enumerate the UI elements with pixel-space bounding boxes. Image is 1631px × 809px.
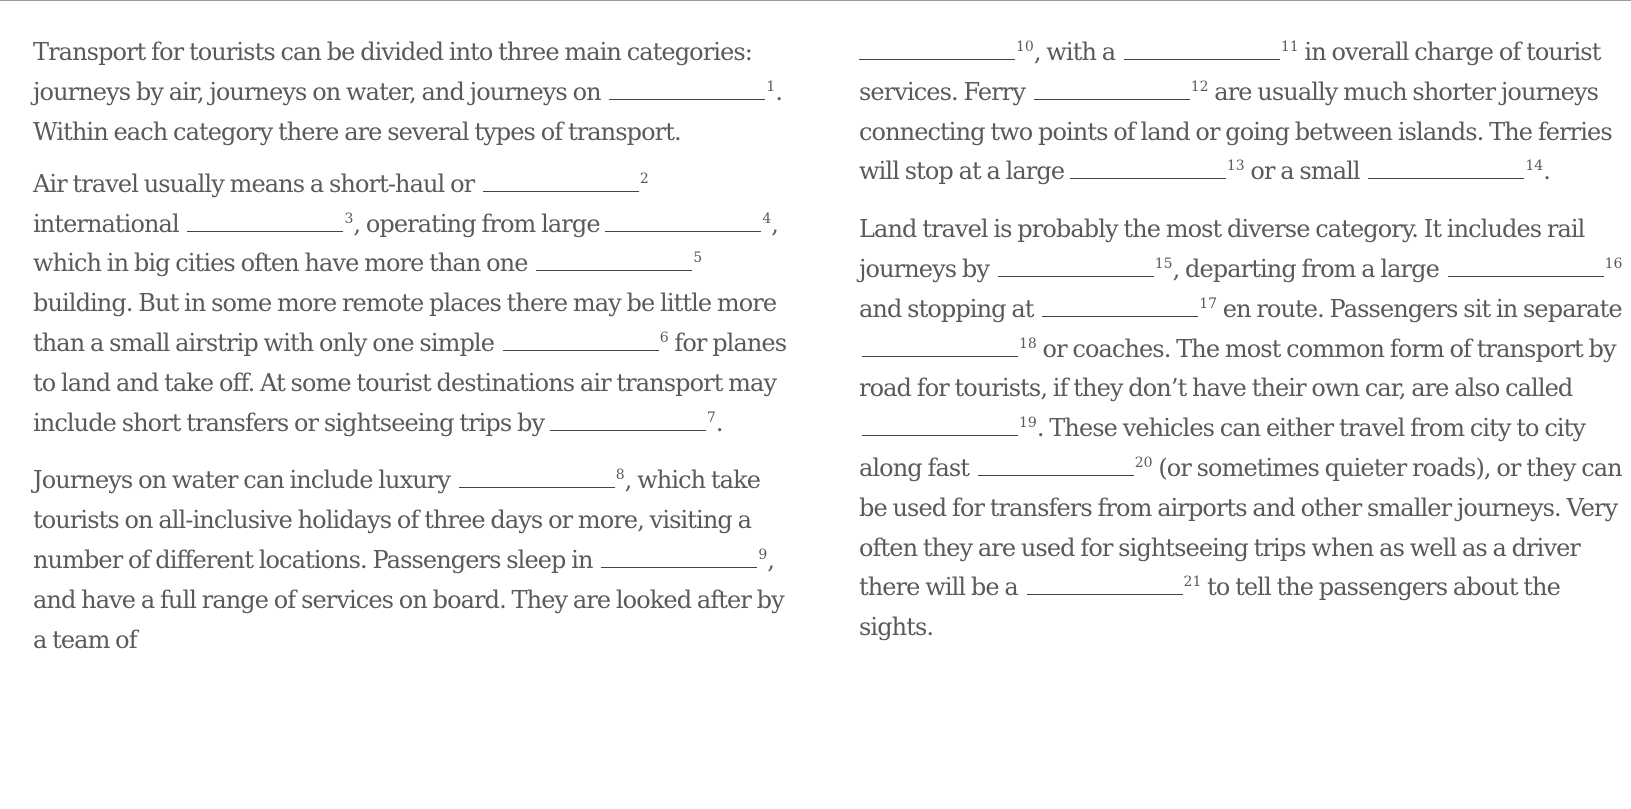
gap-number-14: 14 xyxy=(1525,158,1544,175)
text: and stopping at xyxy=(859,294,1040,323)
text: , with a xyxy=(1033,38,1121,66)
text: or coaches. The most common form of transport by road for tourists, if they don’t have their own car, are also called xyxy=(859,334,1616,403)
gap-number-3: 3 xyxy=(344,210,354,227)
gap-blank-4[interactable] xyxy=(605,230,761,232)
paragraph-water-travel xyxy=(33,461,793,660)
top-rule xyxy=(0,0,1631,1)
text: for planes to land and take off. At some tourist destinations air transport may include short transfers or sightseeing trips by xyxy=(33,329,787,437)
gap-number-18: 18 xyxy=(1019,335,1037,352)
gap-blank-6[interactable] xyxy=(503,349,659,351)
gap-number-19: 19 xyxy=(1019,415,1037,432)
gap-blank-3[interactable] xyxy=(187,230,343,232)
text: , and have a full range of services on board. They are looked after by a team of xyxy=(33,546,784,654)
text: , which take tourists on all-inclusive holidays of three days or more, visiting a number of different locations. Passengers sleep in xyxy=(33,466,761,575)
gap-number-2: 2 xyxy=(639,170,649,187)
gap-blank-8[interactable] xyxy=(459,486,615,488)
gap-blank-1[interactable] xyxy=(609,98,765,100)
left-column xyxy=(33,33,793,660)
gap-blank-13[interactable] xyxy=(1070,177,1226,179)
text: . Within each category there are several types of transport. xyxy=(33,77,783,146)
gap-number-11: 11 xyxy=(1280,39,1299,55)
text: (or sometimes quieter roads), or they can be used for transfers from airports and other smaller journeys. Very often they are used for sightseeing trips when as well as a driver there will be a xyxy=(859,453,1622,602)
text: Transport for tourists can be divided into three main categories: journeys by air, journeys on water, and journeys on xyxy=(33,38,752,106)
paragraph-water-travel-continued xyxy=(859,33,1624,192)
paragraph-air-travel xyxy=(33,165,793,444)
text: are usually much shorter journeys connecting two points of land or going between islands. The ferries will stop at a large xyxy=(859,77,1612,186)
text: , operating from large xyxy=(353,209,606,238)
gap-blank-5[interactable] xyxy=(536,269,692,271)
gap-number-16: 16 xyxy=(1604,255,1623,272)
gap-number-6: 6 xyxy=(659,330,669,347)
gap-number-9: 9 xyxy=(758,547,768,564)
text: en route. Passengers sit in separate xyxy=(1217,294,1622,323)
gap-blank-21[interactable] xyxy=(1027,593,1183,595)
gap-number-12: 12 xyxy=(1190,78,1209,95)
text: . xyxy=(715,408,723,437)
text: building. But in some more remote places there may be little more than a small airstrip with only one simple xyxy=(33,289,777,358)
gap-blank-19[interactable] xyxy=(862,434,1018,436)
text: . xyxy=(1543,157,1550,186)
gap-blank-11[interactable] xyxy=(1124,58,1280,60)
text: Journeys on water can include luxury xyxy=(33,466,456,495)
gap-number-5: 5 xyxy=(693,250,703,267)
gap-blank-20[interactable] xyxy=(978,474,1134,476)
gap-number-7: 7 xyxy=(706,409,716,426)
gap-number-13: 13 xyxy=(1226,158,1245,175)
text: , departing from a large xyxy=(1172,254,1445,283)
gap-number-1: 1 xyxy=(766,78,776,95)
text: or a small xyxy=(1244,157,1366,186)
paragraph-land-travel xyxy=(859,210,1624,648)
gap-blank-9[interactable] xyxy=(601,566,757,568)
gap-number-8: 8 xyxy=(615,467,625,484)
text: , which in big cities often have more than one xyxy=(33,209,779,278)
gap-blank-17[interactable] xyxy=(1042,315,1198,317)
gap-blank-16[interactable] xyxy=(1448,275,1604,277)
gap-number-17: 17 xyxy=(1199,295,1218,312)
gap-blank-14[interactable] xyxy=(1368,177,1524,179)
gap-blank-18[interactable] xyxy=(862,355,1018,357)
gap-blank-12[interactable] xyxy=(1034,98,1190,100)
text: in overall charge of tourist services. Ferry xyxy=(859,38,1601,106)
gap-blank-15[interactable] xyxy=(998,275,1154,277)
text: international xyxy=(33,209,185,238)
text: to tell the passengers about the sights. xyxy=(859,573,1560,642)
gap-number-20: 20 xyxy=(1134,454,1153,471)
gap-number-21: 21 xyxy=(1183,574,1202,591)
gap-blank-10[interactable] xyxy=(859,58,1015,60)
text: Air travel usually means a short-haul or xyxy=(33,169,480,198)
text: . These vehicles can either travel from city to city along fast xyxy=(859,414,1586,482)
gap-blank-7[interactable] xyxy=(550,429,706,431)
gap-number-10: 10 xyxy=(1016,39,1034,55)
gap-number-4: 4 xyxy=(762,210,772,227)
gap-number-15: 15 xyxy=(1154,255,1173,272)
paragraph-intro xyxy=(33,33,793,152)
gap-blank-2[interactable] xyxy=(483,190,639,192)
right-column xyxy=(859,33,1624,648)
text: Land travel is probably the most diverse category. It includes rail journeys by xyxy=(859,215,1585,283)
